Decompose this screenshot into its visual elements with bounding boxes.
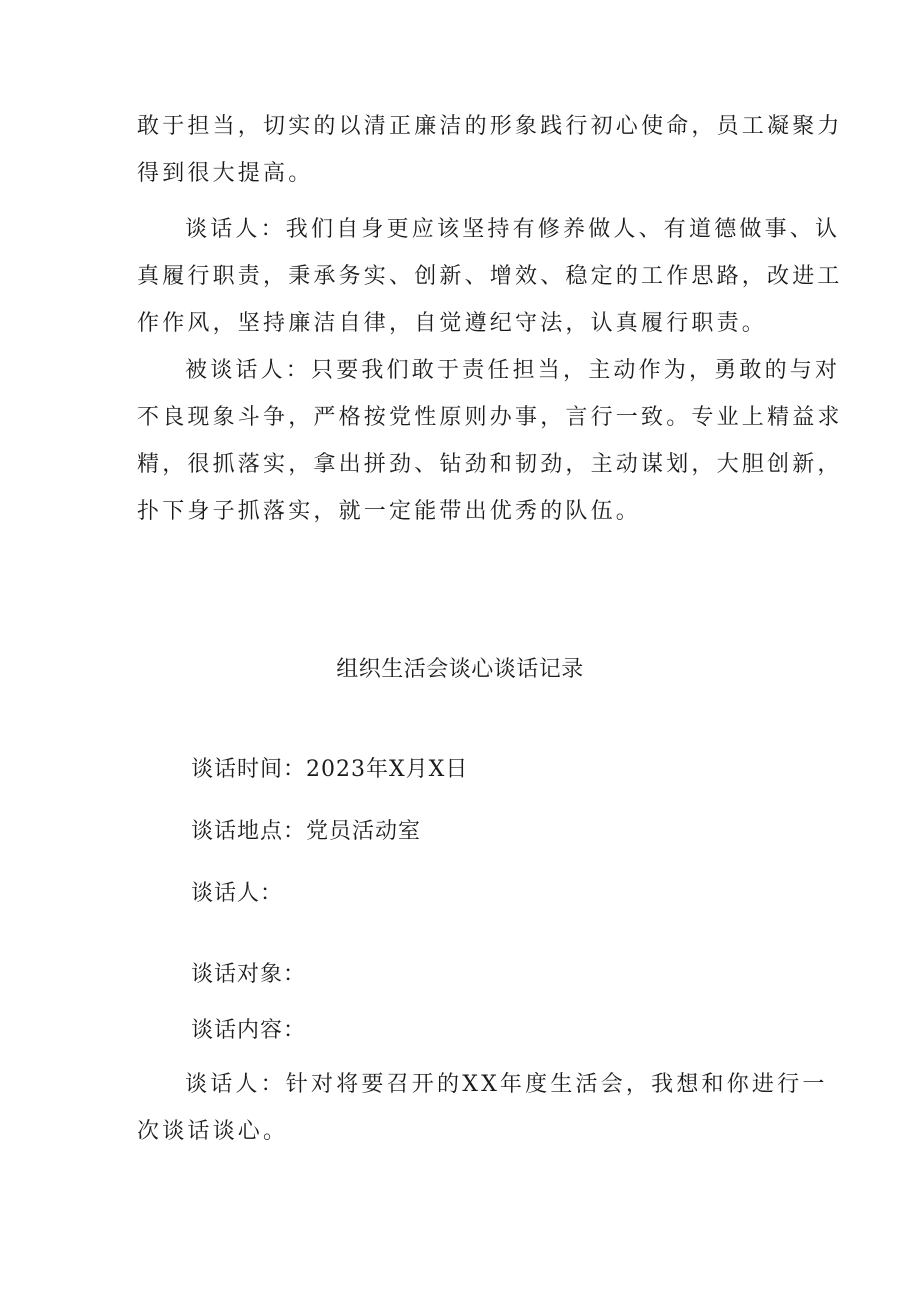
field-talk-time: 谈话时间：2023年X月X日: [191, 757, 469, 782]
record-title: 组织生活会谈心谈话记录: [336, 657, 584, 682]
talker-paragraph-2: [137, 1061, 828, 1155]
field-talk-content: 谈话内容：: [191, 1018, 307, 1043]
paragraph-line: 精，很抓落实，拿出拼劲、钻劲和韧劲，主动谋划，大胆创新，: [137, 452, 843, 477]
field-talker: 谈话人：: [191, 881, 284, 906]
field-talk-place: 谈话地点：党员活动室: [191, 819, 422, 844]
paragraph-line: 作作风，坚持廉洁自律，自觉遵纪守法，认真履行职责。: [137, 311, 768, 336]
paragraph-line: 谈话人：我们自身更应该坚持有修养做人、有道德做事、认: [185, 217, 841, 242]
paragraph-line: 扑下身子抓落实，就一定能带出优秀的队伍。: [137, 499, 642, 524]
paragraph-line: 敢于担当，切实的以清正廉洁的形象践行初心使命，员工凝聚力: [137, 114, 843, 139]
continued-paragraph: [137, 103, 843, 197]
paragraph-line: 真履行职责，秉承务实、创新、增效、稳定的工作思路，改进工: [137, 264, 843, 289]
field-talk-target: 谈话对象：: [191, 962, 307, 987]
interviewee-paragraph: [137, 347, 843, 535]
paragraph-line: 不良现象斗争，严格按党性原则办事，言行一致。专业上精益求: [137, 405, 843, 430]
paragraph-line: 得到很大提高。: [137, 161, 314, 186]
talker-paragraph-1: [137, 206, 843, 347]
paragraph-line: 被谈话人：只要我们敢于责任担当，主动作为，勇敢的与对: [185, 358, 841, 383]
paragraph-line: 次谈话谈心。: [137, 1119, 289, 1144]
paragraph-line: 谈话人：针对将要召开的XX年度生活会，我想和你进行一: [185, 1072, 828, 1097]
